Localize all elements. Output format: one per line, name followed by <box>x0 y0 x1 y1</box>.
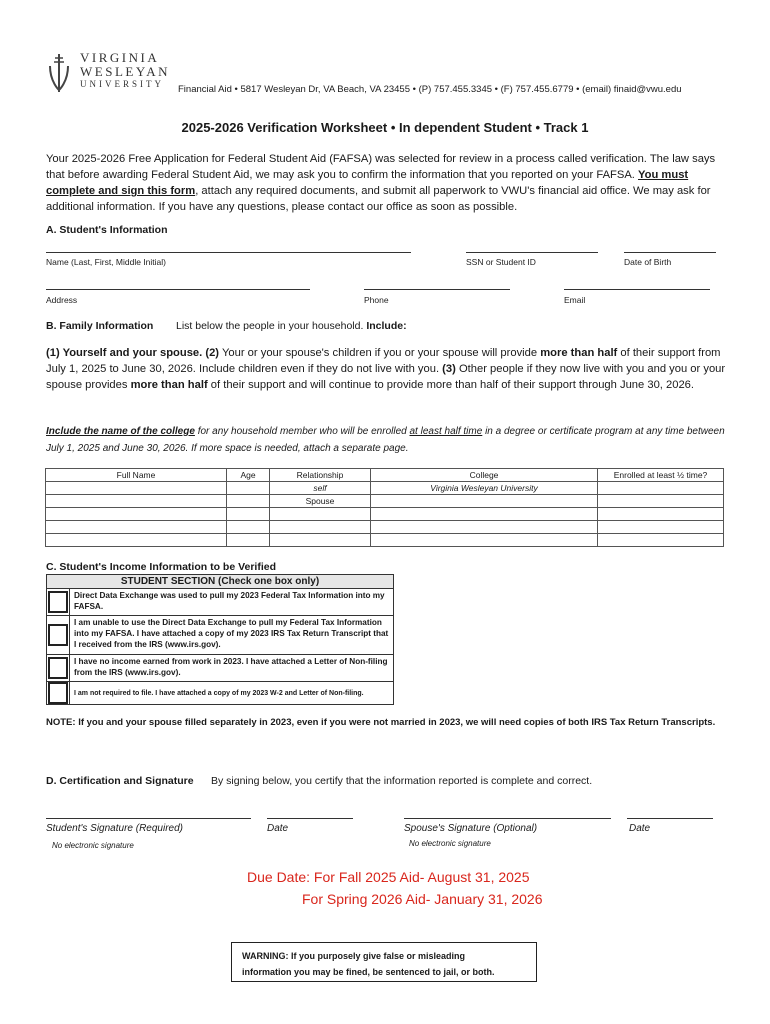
address-line[interactable] <box>46 289 310 290</box>
certification-text: By signing below, you certify that the information reported is complete and correct. <box>211 775 593 787</box>
household-table <box>45 468 724 547</box>
due-date-fall: Due Date: For Fall 2025 Aid- August 31, 2025 <box>247 869 530 885</box>
household-paragraph <box>46 345 726 393</box>
option-1-checkbox[interactable] <box>48 591 68 613</box>
warning-line-2: information you may be fined, be sentenced to jail, or both. <box>242 967 495 977</box>
item-3-text-b: of their support and will continue to provide more than half of their support through June 30, 2026. <box>207 379 695 391</box>
option-1-text: Direct Data Exchange was used to pull my 2023 Federal Tax Information into my FAFSA. <box>74 591 385 611</box>
cell-name[interactable] <box>46 521 227 534</box>
cell-college[interactable] <box>371 534 598 547</box>
ssn-label: SSN or Student ID <box>466 257 536 267</box>
address-label: Address <box>46 295 78 305</box>
table-row <box>46 534 724 547</box>
option-4-checkbox[interactable] <box>48 682 68 704</box>
item-2-text-b: of their support from July 1, 2025 to June 30, 2026. Include children even if they do not live with you. <box>46 347 721 375</box>
cell-relationship[interactable] <box>270 534 371 547</box>
item-3-text-a: Other people if they now live with you and you or your spouse provides <box>46 363 726 391</box>
cell-enrolled[interactable] <box>598 534 724 547</box>
cell-relationship: self <box>270 482 371 495</box>
cell-name[interactable] <box>46 534 227 547</box>
logo-line-1: VIRGINIA <box>80 50 160 65</box>
cell-enrolled[interactable] <box>598 521 724 534</box>
intro-text-2: , attach any required documents, and submit all paperwork to VWU's financial aid office. We may ask for additional information. If you have any questions, please contact our office as soon as possible. <box>46 185 711 213</box>
cell-enrolled[interactable] <box>598 495 724 508</box>
section-b-instruction <box>176 320 407 332</box>
table-row <box>46 508 724 521</box>
cell-age[interactable] <box>227 534 270 547</box>
crest-icon <box>46 52 72 94</box>
college-note-a: for any household member who will be enrolled <box>194 426 410 437</box>
option-2-text: I am unable to use the Direct Data Exchange to pull my Federal Tax Information into my FAFSA. I have attached a copy of my 2023 IRS Tax Return Transcript that I received from the IRS (www.irs.gov). <box>74 618 389 649</box>
table-row <box>46 482 724 495</box>
cell-relationship[interactable] <box>270 521 371 534</box>
option-4-text: I am not required to file. I have attached a copy of my 2023 W-2 and Letter of Non-filing. <box>74 689 364 697</box>
college-note-b: in a degree or certificate program at any time between July 1, 2025 and June 30, 2026. If more space is needed, attach a separate page. <box>46 426 725 454</box>
phone-line[interactable] <box>364 289 510 290</box>
cell-college: Virginia Wesleyan University <box>371 482 598 495</box>
item-2-text-a: Your or your spouse's children if you or your spouse will provide <box>219 347 541 359</box>
name-line[interactable] <box>46 252 411 253</box>
option-3-text: I have no income earned from work in 2023. I have attached a Letter of Non-filing from the IRS (www.irs.gov). <box>74 657 388 677</box>
item-3-num: (3) <box>442 363 456 375</box>
date-line-1[interactable] <box>267 818 353 819</box>
cell-college[interactable] <box>371 508 598 521</box>
table-row <box>46 495 724 508</box>
item-2-bold: more than half <box>540 347 618 359</box>
col-college: College <box>371 469 598 482</box>
college-note <box>46 423 726 457</box>
cell-college[interactable] <box>371 521 598 534</box>
college-note-u1: Include the name of the college <box>46 426 195 437</box>
col-full-name: Full Name <box>46 469 227 482</box>
income-note: NOTE: If you and your spouse filled separately in 2023, even if you were not married in 2023, we will need copies of both IRS Tax Return Transcripts. <box>46 717 716 728</box>
date-label-1: Date <box>267 823 289 834</box>
spouse-signature-line[interactable] <box>404 818 611 819</box>
date-line-2[interactable] <box>627 818 713 819</box>
household-header-row <box>46 469 724 482</box>
table-row <box>46 521 724 534</box>
ssn-line[interactable] <box>466 252 598 253</box>
intro-text-1: Your 2025-2026 Free Application for Federal Student Aid (FAFSA) was selected for review in a process called verification. The law says that before awarding Federal Student Aid, we may ask you to confirm the information that you reported on your FAFSA. <box>46 153 716 181</box>
university-logo <box>46 50 171 96</box>
logo-line-2: WESLEYAN <box>80 64 171 79</box>
page-title: 2025-2026 Verification Worksheet • In dependent Student • Track 1 <box>181 120 589 135</box>
due-date-spring: For Spring 2026 Aid- January 31, 2026 <box>302 891 543 907</box>
intro-paragraph <box>46 151 726 215</box>
student-signature-label: Student's Signature (Required) <box>46 823 183 834</box>
email-label: Email <box>564 295 586 305</box>
spouse-signature-label: Spouse's Signature (Optional) <box>404 823 538 834</box>
income-option-4 <box>47 682 393 704</box>
cell-age[interactable] <box>227 495 270 508</box>
col-enrolled: Enrolled at least ½ time? <box>598 469 724 482</box>
option-2-checkbox[interactable] <box>48 624 68 646</box>
cell-age[interactable] <box>227 508 270 521</box>
no-electronic-signature-2: No electronic signature <box>409 839 491 848</box>
cell-enrolled[interactable] <box>598 508 724 521</box>
dob-line[interactable] <box>624 252 716 253</box>
cell-name[interactable] <box>46 495 227 508</box>
logo-line-3: UNIVERSITY <box>80 79 164 89</box>
col-age: Age <box>227 469 270 482</box>
intro-emphasis: You must complete and sign this form <box>46 169 689 197</box>
section-b-heading: B. Family Information <box>46 320 154 332</box>
college-note-u2: at least half time <box>409 426 483 437</box>
income-table-header: STUDENT SECTION (Check one box only) <box>47 575 393 589</box>
section-c-heading: C. Student's Income Information to be Verified <box>46 561 277 573</box>
cell-relationship[interactable] <box>270 508 371 521</box>
name-label: Name (Last, First, Middle Initial) <box>46 257 166 267</box>
item-3-bold: more than half <box>130 379 208 391</box>
section-d-heading: D. Certification and Signature <box>46 775 194 787</box>
income-option-2 <box>47 616 393 655</box>
cell-age[interactable] <box>227 521 270 534</box>
cell-name[interactable] <box>46 508 227 521</box>
cell-name[interactable] <box>46 482 227 495</box>
phone-label: Phone <box>364 295 389 305</box>
cell-relationship: Spouse <box>270 495 371 508</box>
include-label: Include: <box>366 320 407 332</box>
item-2-num: (2) <box>205 347 220 359</box>
option-3-checkbox[interactable] <box>48 657 68 679</box>
dob-label: Date of Birth <box>624 257 672 267</box>
income-option-3 <box>47 655 393 682</box>
cell-age[interactable] <box>227 482 270 495</box>
cell-college[interactable] <box>371 495 598 508</box>
email-line[interactable] <box>564 289 710 290</box>
instruction-text: List below the people in your household. <box>176 320 364 332</box>
cell-enrolled[interactable] <box>598 482 724 495</box>
warning-box <box>231 942 537 982</box>
income-table <box>46 574 394 705</box>
date-label-2: Date <box>629 823 651 834</box>
no-electronic-signature-1: No electronic signature <box>52 841 134 850</box>
student-signature-line[interactable] <box>46 818 251 819</box>
contact-line: Financial Aid • 5817 Wesleyan Dr, VA Beach, VA 23455 • (P) 757.455.3345 • (F) 757.455.6779 • (email) finaid@vwu.edu <box>178 84 682 95</box>
col-relationship: Relationship <box>270 469 371 482</box>
item-1: (1) Yourself and your spouse. <box>46 347 203 359</box>
income-option-1 <box>47 589 393 616</box>
section-a-heading: A. Student's Information <box>46 224 168 236</box>
warning-line-1: WARNING: If you purposely give false or misleading <box>242 951 466 961</box>
